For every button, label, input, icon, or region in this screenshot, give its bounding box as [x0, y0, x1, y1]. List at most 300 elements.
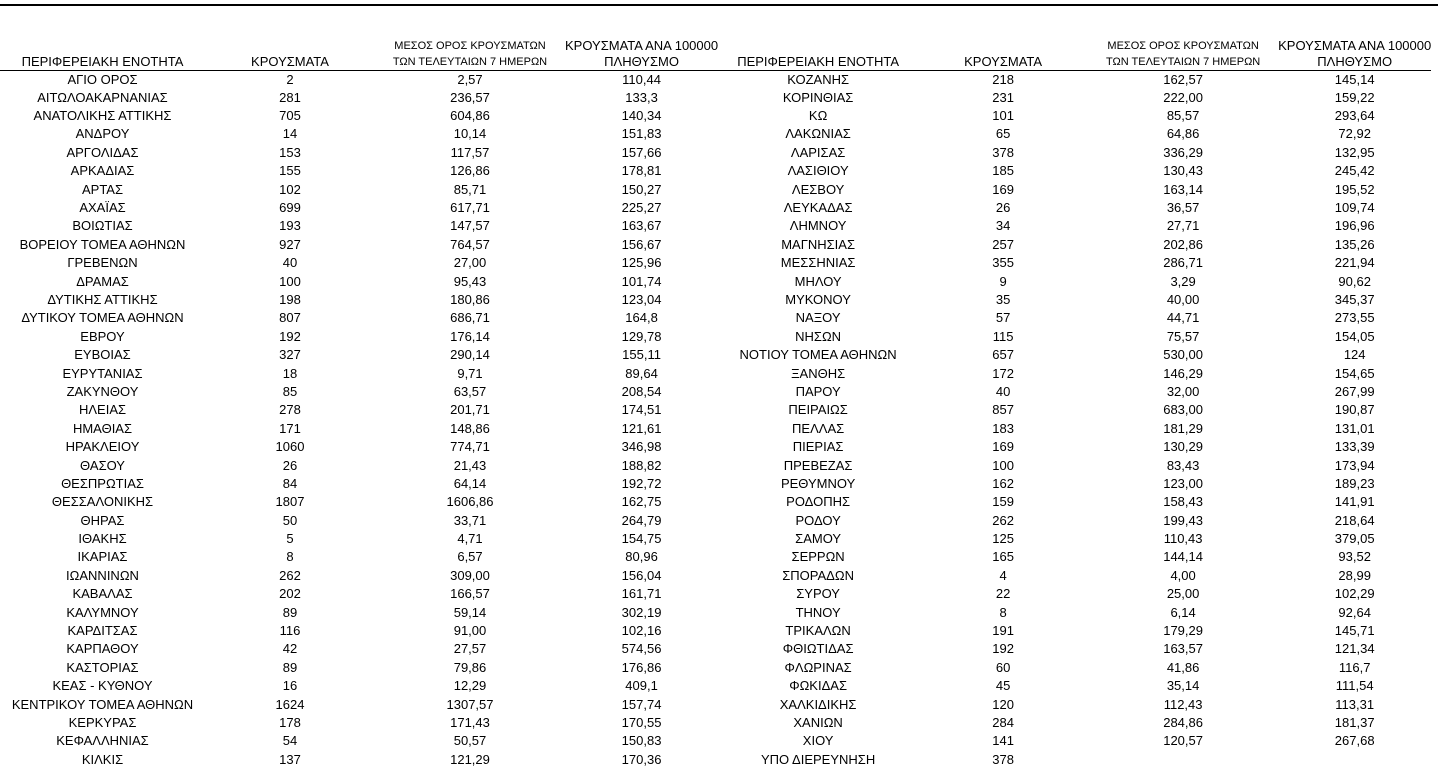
right-per100k-cell: 72,92 — [1338, 126, 1371, 142]
left-cases-cell: 116 — [279, 623, 301, 639]
right-per100k-cell: 92,64 — [1338, 604, 1371, 620]
right-per100k-cell: 196,96 — [1334, 218, 1375, 234]
left-per100k-cell: 123,04 — [621, 291, 662, 307]
left-per100k-cell: 163,67 — [621, 218, 662, 234]
left-avg7-cell: 764,57 — [450, 236, 490, 252]
right-avg7-cell: 162,57 — [1163, 71, 1203, 87]
left-region-cell: ΕΒΡΟΥ — [80, 328, 125, 344]
right-per100k-cell: 189,23 — [1334, 475, 1375, 491]
left-region-cell: ΓΡΕΒΕΝΩΝ — [67, 255, 138, 271]
table-row — [0, 677, 1431, 695]
right-per100k-cell: 159,22 — [1334, 89, 1375, 105]
right-avg7-cell: 40,00 — [1166, 291, 1200, 307]
right-cases-cell: 141 — [992, 733, 1014, 749]
right-avg7-cell: 41,86 — [1166, 659, 1200, 675]
left-cases-cell: 198 — [279, 291, 301, 307]
right-region-cell: ΠΑΡΟΥ — [795, 383, 841, 399]
left-avg7-cell: 10,14 — [453, 126, 487, 142]
right-avg7-cell: 202,86 — [1163, 236, 1203, 252]
right-per100k-cell: 345,37 — [1334, 291, 1375, 307]
left-region-cell: ΚΕΦΑΛΛΗΝΙΑΣ — [56, 733, 149, 749]
table-row — [0, 420, 1431, 438]
table-row — [0, 475, 1431, 493]
right-cases-cell: 159 — [992, 494, 1014, 510]
right-avg7-cell: 284,86 — [1163, 714, 1203, 730]
right-per100k-cell: 145,14 — [1334, 71, 1375, 87]
right-region-cell: ΥΠΟ ΔΙΕΡΕΥΝΗΣΗ — [760, 751, 876, 767]
left-cases-cell: 1060 — [275, 439, 305, 455]
left-avg7-cell: 50,57 — [453, 733, 487, 749]
header-avg7-left: ΜΕΣΟΣ ΟΡΟΣ ΚΡΟΥΣΜΑΤΩΝ ΤΩΝ ΤΕΛΕΥΤΑΙΩΝ 7 ΗΜΕΡΩΝ — [375, 36, 565, 70]
right-cases-cell: 183 — [992, 420, 1014, 436]
right-region-cell: ΝΑΞΟΥ — [795, 310, 841, 326]
left-cases-cell: 807 — [279, 310, 301, 326]
left-avg7-cell: 604,86 — [450, 108, 490, 124]
left-region-cell: ΘΕΣΣΑΛΟΝΙΚΗΣ — [51, 494, 154, 510]
right-cases-cell: 284 — [992, 714, 1014, 730]
right-cases-cell: 34 — [995, 218, 1011, 234]
left-avg7-cell: 176,14 — [450, 328, 490, 344]
left-region-cell: ΔΥΤΙΚΟΥ ΤΟΜΕΑ ΑΘΗΝΩΝ — [21, 310, 184, 326]
table-row — [0, 511, 1431, 529]
header-per100k-left: ΚΡΟΥΣΜΑΤΑ ΑΝΑ 100000 ΠΛΗΘΥΣΜΟ — [565, 37, 719, 69]
right-region-cell: ΛΑΣΙΘΙΟΥ — [787, 163, 849, 179]
left-region-cell: ΗΛΕΙΑΣ — [78, 402, 127, 418]
left-avg7-cell: 91,00 — [453, 623, 487, 639]
right-region-cell: ΝΟΤΙΟΥ ΤΟΜΕΑ ΑΘΗΝΩΝ — [739, 347, 897, 363]
left-cases-cell: 278 — [279, 402, 301, 418]
left-avg7-cell: 64,14 — [453, 475, 487, 491]
right-cases-cell: 125 — [992, 531, 1014, 547]
right-avg7-cell: 32,00 — [1166, 383, 1200, 399]
right-avg7-cell: 4,00 — [1170, 567, 1196, 583]
table-row — [0, 659, 1431, 677]
table-row — [0, 309, 1431, 327]
table-row — [0, 401, 1431, 419]
right-avg7-cell: 163,57 — [1163, 641, 1203, 657]
right-region-cell: ΧΑΛΚΙΔΙΚΗΣ — [779, 696, 857, 712]
right-region-cell: ΜΑΓΝΗΣΙΑΣ — [781, 236, 855, 252]
left-cases-cell: 1624 — [275, 696, 305, 712]
right-region-cell: ΜΥΚΟΝΟΥ — [785, 291, 851, 307]
right-per100k-cell: 90,62 — [1338, 273, 1371, 289]
right-region-cell: ΚΟΖΑΝΗΣ — [787, 71, 850, 87]
right-per100k-cell: 293,64 — [1334, 108, 1375, 124]
table-row — [0, 346, 1431, 364]
table-row — [0, 254, 1431, 272]
table-row — [0, 732, 1431, 750]
left-avg7-cell: 774,71 — [450, 439, 490, 455]
right-region-cell: ΜΕΣΣΗΝΙΑΣ — [780, 255, 856, 271]
right-avg7-cell: 158,43 — [1163, 494, 1203, 510]
left-avg7-cell: 166,57 — [450, 586, 490, 602]
right-avg7-cell: 75,57 — [1166, 328, 1200, 344]
right-avg7-cell: 163,14 — [1163, 181, 1203, 197]
right-cases-cell: 60 — [995, 659, 1011, 675]
right-cases-cell: 165 — [992, 549, 1014, 565]
left-avg7-cell: 201,71 — [450, 402, 490, 418]
right-region-cell: ΧΑΝΙΩΝ — [793, 714, 843, 730]
right-region-cell: ΝΗΣΩΝ — [795, 328, 842, 344]
left-cases-cell: 192 — [279, 328, 301, 344]
left-cases-cell: 50 — [282, 512, 298, 528]
right-avg7-cell: 222,00 — [1163, 89, 1203, 105]
left-cases-cell: 100 — [279, 273, 301, 289]
left-avg7-cell: 59,14 — [453, 604, 487, 620]
left-cases-cell: 18 — [282, 365, 298, 381]
right-per100k-cell: 132,95 — [1334, 144, 1375, 160]
right-region-cell: ΛΑΚΩΝΙΑΣ — [785, 126, 851, 142]
left-region-cell: ΑΡΤΑΣ — [81, 181, 124, 197]
left-region-cell: ΙΘΑΚΗΣ — [78, 531, 127, 547]
header-avg7-right: ΜΕΣΟΣ ΟΡΟΣ ΚΡΟΥΣΜΑΤΩΝ ΤΩΝ ΤΕΛΕΥΤΑΙΩΝ 7 ΗΜΕΡΩΝ — [1088, 36, 1278, 70]
right-per100k-cell: 131,01 — [1334, 420, 1375, 436]
right-region-cell: ΛΕΣΒΟΥ — [791, 181, 845, 197]
left-per100k-cell: 151,83 — [621, 126, 662, 142]
left-avg7-cell: 6,57 — [457, 549, 483, 565]
table-row — [0, 328, 1431, 346]
right-avg7-cell: 123,00 — [1163, 475, 1203, 491]
left-per100k-cell: 156,04 — [621, 567, 662, 583]
left-avg7-cell: 12,29 — [453, 678, 487, 694]
left-region-cell: ΚΑΡΔΙΤΣΑΣ — [67, 623, 138, 639]
left-avg7-cell: 21,43 — [453, 457, 487, 473]
table-row — [0, 603, 1431, 621]
table-row — [0, 89, 1431, 107]
table-row — [0, 199, 1431, 217]
left-region-cell: ΚΕΑΣ - ΚΥΘΝΟΥ — [52, 678, 153, 694]
left-cases-cell: 89 — [282, 659, 298, 675]
left-region-cell: ΑΓΙΟ ΟΡΟΣ — [67, 71, 138, 87]
table-row — [0, 125, 1431, 143]
right-avg7-cell: 130,43 — [1163, 163, 1203, 179]
right-avg7-cell: 286,71 — [1163, 255, 1203, 271]
left-avg7-cell: 148,86 — [450, 420, 490, 436]
left-cases-cell: 54 — [282, 733, 298, 749]
table-row — [0, 530, 1431, 548]
left-per100k-cell: 176,86 — [621, 659, 662, 675]
left-cases-cell: 202 — [279, 586, 301, 602]
right-cases-cell: 115 — [992, 328, 1014, 344]
right-cases-cell: 4 — [999, 567, 1007, 583]
left-cases-cell: 705 — [279, 108, 301, 124]
table-row — [0, 493, 1431, 511]
left-per100k-cell: 170,55 — [621, 714, 662, 730]
left-cases-cell: 262 — [279, 567, 301, 583]
header-row — [0, 36, 1431, 70]
left-per100k-cell: 170,36 — [621, 751, 662, 767]
left-avg7-cell: 290,14 — [450, 347, 490, 363]
right-avg7-cell — [1088, 751, 1278, 769]
right-per100k-cell: 124 — [1343, 347, 1366, 363]
right-region-cell: ΞΑΝΘΗΣ — [791, 365, 846, 381]
right-region-cell: ΠΡΕΒΕΖΑΣ — [783, 457, 853, 473]
left-avg7-cell: 85,71 — [453, 181, 487, 197]
left-region-cell: ΑΡΓΟΛΙΔΑΣ — [66, 144, 139, 160]
right-cases-cell: 101 — [992, 108, 1014, 124]
right-avg7-cell: 336,29 — [1163, 144, 1203, 160]
left-per100k-cell: 102,16 — [621, 623, 662, 639]
left-region-cell: ΚΕΡΚΥΡΑΣ — [68, 714, 137, 730]
right-per100k-cell: 28,99 — [1338, 567, 1371, 583]
left-avg7-cell: 126,86 — [450, 163, 490, 179]
right-per100k-cell: 154,05 — [1334, 328, 1375, 344]
right-region-cell: ΤΡΙΚΑΛΩΝ — [785, 623, 851, 639]
right-region-cell: ΚΟΡΙΝΘΙΑΣ — [782, 89, 854, 105]
left-region-cell: ΑΙΤΩΛΟΑΚΑΡΝΑΝΙΑΣ — [37, 89, 168, 105]
left-per100k-cell: 161,71 — [621, 586, 662, 602]
left-avg7-cell: 171,43 — [450, 714, 490, 730]
right-cases-cell: 262 — [992, 512, 1014, 528]
table-body — [0, 70, 1431, 769]
right-avg7-cell: 530,00 — [1163, 347, 1203, 363]
right-region-cell: ΠΕΙΡΑΙΩΣ — [788, 402, 848, 418]
left-region-cell: ΚΑΒΑΛΑΣ — [72, 586, 133, 602]
left-per100k-cell: 140,34 — [621, 108, 662, 124]
left-avg7-cell: 147,57 — [450, 218, 490, 234]
table-row — [0, 567, 1431, 585]
left-avg7-cell: 686,71 — [450, 310, 490, 326]
left-region-cell: ΑΧΑΪΑΣ — [79, 200, 126, 216]
left-cases-cell: 699 — [279, 200, 301, 216]
left-region-cell: ΕΥΒΟΙΑΣ — [74, 347, 131, 363]
left-avg7-cell: 1606,86 — [446, 494, 494, 510]
left-per100k-cell: 121,61 — [621, 420, 662, 436]
right-avg7-cell: 35,14 — [1166, 678, 1200, 694]
left-cases-cell: 327 — [279, 347, 301, 363]
left-cases-cell: 5 — [286, 531, 294, 547]
right-per100k-cell: 273,55 — [1334, 310, 1375, 326]
table-row — [0, 622, 1431, 640]
header-region-left: ΠΕΡΙΦΕΡΕΙΑΚΗ ΕΝΟΤΗΤΑ — [0, 36, 205, 70]
right-cases-cell: 57 — [995, 310, 1011, 326]
left-avg7-cell: 79,86 — [453, 659, 487, 675]
left-per100k-cell: 156,67 — [621, 236, 662, 252]
table-row — [0, 438, 1431, 456]
left-cases-cell: 178 — [279, 714, 301, 730]
left-avg7-cell: 2,57 — [457, 71, 483, 87]
right-per100k-cell: 379,05 — [1334, 531, 1375, 547]
left-per100k-cell: 302,19 — [621, 604, 662, 620]
left-avg7-cell: 4,71 — [457, 531, 483, 547]
right-avg7-cell: 683,00 — [1163, 402, 1203, 418]
table-row — [0, 291, 1431, 309]
table-row — [0, 751, 1431, 769]
right-avg7-cell: 83,43 — [1166, 457, 1200, 473]
table-row — [0, 272, 1431, 290]
right-cases-cell: 26 — [995, 200, 1011, 216]
right-avg7-cell: 6,14 — [1170, 604, 1196, 620]
left-region-cell: ΘΗΡΑΣ — [80, 512, 125, 528]
right-cases-cell: 657 — [992, 347, 1014, 363]
left-cases-cell: 14 — [282, 126, 298, 142]
left-per100k-cell: 157,74 — [621, 696, 662, 712]
right-per100k-cell: 267,99 — [1334, 383, 1375, 399]
left-avg7-cell: 1307,57 — [446, 696, 494, 712]
right-avg7-cell: 146,29 — [1163, 365, 1203, 381]
right-region-cell: ΧΙΟΥ — [802, 733, 834, 749]
right-per100k-cell: 102,29 — [1334, 586, 1375, 602]
right-cases-cell: 162 — [992, 475, 1014, 491]
left-region-cell: ΒΟΡΕΙΟΥ ΤΟΜΕΑ ΑΘΗΝΩΝ — [19, 236, 186, 252]
right-avg7-cell: 44,71 — [1166, 310, 1200, 326]
right-cases-cell: 191 — [992, 623, 1014, 639]
right-region-cell: ΛΗΜΝΟΥ — [789, 218, 847, 234]
left-per100k-cell: 174,51 — [621, 402, 662, 418]
right-cases-cell: 172 — [992, 365, 1014, 381]
left-per100k-cell: 110,44 — [622, 71, 661, 87]
right-cases-cell: 22 — [995, 586, 1011, 602]
left-cases-cell: 42 — [282, 641, 298, 657]
left-per100k-cell: 264,79 — [621, 512, 662, 528]
regional-cases-table — [0, 36, 1431, 769]
left-per100k-cell: 164,8 — [625, 310, 658, 326]
right-avg7-cell: 85,57 — [1166, 108, 1200, 124]
right-avg7-cell: 25,00 — [1166, 586, 1200, 602]
left-avg7-cell: 63,57 — [453, 383, 487, 399]
table-row — [0, 456, 1431, 474]
right-region-cell: ΠΕΛΛΑΣ — [792, 420, 845, 436]
right-cases-cell: 257 — [992, 236, 1014, 252]
right-region-cell: ΠΙΕΡΙΑΣ — [792, 439, 844, 455]
left-per100k-cell: 208,54 — [621, 383, 662, 399]
left-region-cell: ΙΚΑΡΙΑΣ — [77, 549, 128, 565]
left-per100k-cell: 188,82 — [621, 457, 662, 473]
right-region-cell: ΡΟΔΟΠΗΣ — [786, 494, 851, 510]
left-cases-cell: 85 — [282, 383, 298, 399]
left-cases-cell: 927 — [279, 236, 301, 252]
right-cases-cell: 8 — [999, 604, 1007, 620]
right-avg7-cell: 64,86 — [1166, 126, 1200, 142]
left-region-cell: ΗΡΑΚΛΕΙΟΥ — [65, 439, 140, 455]
right-region-cell: ΣΑΜΟΥ — [795, 531, 842, 547]
left-cases-cell: 155 — [279, 163, 301, 179]
left-cases-cell: 8 — [286, 549, 294, 565]
header-region-right: ΠΕΡΙΦΕΡΕΙΑΚΗ ΕΝΟΤΗΤΑ — [718, 36, 918, 70]
left-region-cell: ΒΟΙΩΤΙΑΣ — [72, 218, 133, 234]
right-cases-cell: 218 — [992, 71, 1014, 87]
left-per100k-cell: 150,83 — [621, 733, 662, 749]
right-region-cell: ΦΩΚΙΔΑΣ — [789, 678, 847, 694]
right-avg7-cell: 120,57 — [1163, 733, 1203, 749]
right-per100k-cell: 267,68 — [1334, 733, 1375, 749]
right-cases-cell: 120 — [992, 696, 1014, 712]
left-cases-cell: 153 — [279, 144, 301, 160]
right-per100k-cell: 154,65 — [1334, 365, 1375, 381]
right-per100k-cell: 173,94 — [1334, 457, 1375, 473]
right-cases-cell: 65 — [995, 126, 1011, 142]
left-region-cell: ΙΩΑΝΝΙΝΩΝ — [66, 567, 139, 583]
right-cases-cell: 231 — [992, 89, 1014, 105]
left-per100k-cell: 574,56 — [621, 641, 662, 657]
left-avg7-cell: 27,57 — [453, 641, 487, 657]
left-avg7-cell: 309,00 — [450, 567, 490, 583]
left-region-cell: ΘΕΣΠΡΩΤΙΑΣ — [61, 475, 144, 491]
right-per100k-cell: 121,34 — [1334, 641, 1375, 657]
right-per100k-cell: 245,42 — [1334, 163, 1375, 179]
left-avg7-cell: 236,57 — [450, 89, 490, 105]
right-cases-cell: 192 — [992, 641, 1014, 657]
right-per100k-cell: 181,37 — [1334, 714, 1375, 730]
right-avg7-cell: 110,43 — [1163, 531, 1203, 547]
table-row — [0, 695, 1431, 713]
left-per100k-cell: 178,81 — [621, 163, 662, 179]
left-region-cell: ΚΑΛΥΜΝΟΥ — [66, 604, 139, 620]
left-cases-cell: 40 — [282, 255, 298, 271]
left-cases-cell: 84 — [282, 475, 298, 491]
header-cases-left: ΚΡΟΥΣΜΑΤΑ — [205, 36, 375, 70]
left-region-cell: ΗΜΑΘΙΑΣ — [72, 420, 133, 436]
right-per100k-cell: 93,52 — [1338, 549, 1371, 565]
left-per100k-cell: 101,74 — [621, 273, 662, 289]
right-per100k-cell: 116,7 — [1338, 659, 1371, 675]
left-region-cell: ΔΥΤΙΚΗΣ ΑΤΤΙΚΗΣ — [47, 291, 158, 307]
left-region-cell: ΘΑΣΟΥ — [80, 457, 125, 473]
right-avg7-cell: 27,71 — [1166, 218, 1200, 234]
right-per100k-cell: 195,52 — [1334, 181, 1375, 197]
right-region-cell: ΡΟΔΟΥ — [795, 512, 841, 528]
left-per100k-cell: 80,96 — [625, 549, 658, 565]
left-cases-cell: 2 — [286, 71, 294, 87]
left-per100k-cell: 150,27 — [621, 181, 662, 197]
left-cases-cell: 26 — [282, 457, 298, 473]
right-cases-cell: 169 — [992, 181, 1014, 197]
right-per100k-cell: 113,31 — [1335, 696, 1375, 712]
table-row — [0, 236, 1431, 254]
right-cases-cell: 35 — [995, 291, 1011, 307]
right-region-cell: ΣΕΡΡΩΝ — [791, 549, 845, 565]
left-per100k-cell: 225,27 — [621, 200, 662, 216]
right-region-cell: ΦΘΙΩΤΙΔΑΣ — [782, 641, 854, 657]
left-cases-cell: 16 — [282, 678, 298, 694]
left-region-cell: ΑΝΑΤΟΛΙΚΗΣ ΑΤΤΙΚΗΣ — [33, 108, 172, 124]
left-region-cell: ΖΑΚΥΝΘΟΥ — [66, 383, 139, 399]
right-cases-cell: 378 — [992, 751, 1014, 767]
right-avg7-cell: 130,29 — [1163, 439, 1203, 455]
left-per100k-cell: 154,75 — [621, 531, 662, 547]
left-region-cell: ΚΕΝΤΡΙΚΟΥ ΤΟΜΕΑ ΑΘΗΝΩΝ — [11, 696, 194, 712]
right-cases-cell: 40 — [995, 383, 1011, 399]
left-region-cell: ΚΑΣΤΟΡΙΑΣ — [66, 659, 139, 675]
right-cases-cell: 45 — [995, 678, 1011, 694]
table-row — [0, 640, 1431, 658]
left-cases-cell: 137 — [279, 751, 301, 767]
left-cases-cell: 193 — [279, 218, 301, 234]
header-per100k-right: ΚΡΟΥΣΜΑΤΑ ΑΝΑ 100000 ΠΛΗΘΥΣΜΟ — [1278, 37, 1432, 69]
right-avg7-cell: 36,57 — [1166, 200, 1200, 216]
left-per100k-cell: 89,64 — [625, 365, 658, 381]
left-cases-cell: 1807 — [275, 494, 305, 510]
left-per100k-cell: 157,66 — [621, 144, 662, 160]
right-region-cell: ΡΕΘΥΜΝΟΥ — [780, 475, 856, 491]
right-cases-cell: 857 — [992, 402, 1014, 418]
left-per100k-cell: 192,72 — [621, 475, 662, 491]
left-region-cell: ΚΑΡΠΑΘΟΥ — [66, 641, 139, 657]
right-avg7-cell: 3,29 — [1170, 273, 1196, 289]
right-region-cell: ΛΑΡΙΣΑΣ — [790, 144, 846, 160]
right-region-cell: ΜΗΛΟΥ — [794, 273, 842, 289]
left-avg7-cell: 117,57 — [450, 144, 490, 160]
right-cases-cell: 9 — [999, 273, 1007, 289]
right-cases-cell: 378 — [992, 144, 1014, 160]
left-region-cell: ΕΥΡΥΤΑΝΙΑΣ — [62, 365, 143, 381]
left-region-cell: ΑΡΚΑΔΙΑΣ — [70, 163, 135, 179]
left-cases-cell: 102 — [279, 181, 301, 197]
left-avg7-cell: 27,00 — [453, 255, 487, 271]
left-per100k-cell: 125,96 — [621, 255, 662, 271]
left-per100k-cell: 409,1 — [625, 678, 658, 694]
right-region-cell: ΣΠΟΡΑΔΩΝ — [782, 567, 854, 583]
